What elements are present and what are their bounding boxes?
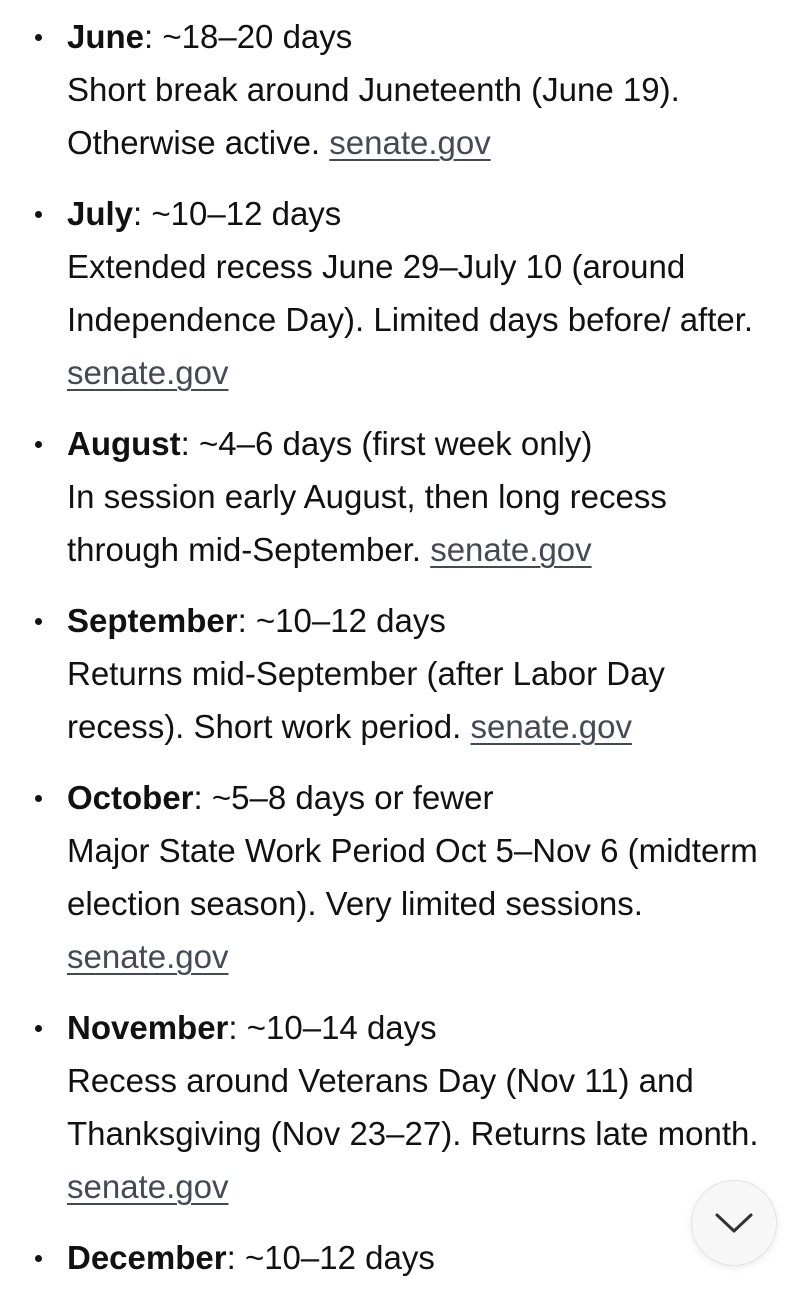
detail-text: Returns mid-September (after Labor Day recess). Short work period. xyxy=(67,655,665,745)
detail-text: In session early August, then long recess through mid-September. xyxy=(67,478,667,568)
bullet xyxy=(35,795,42,802)
month-label: August xyxy=(67,425,181,462)
separator: : xyxy=(180,425,199,462)
month-label: December xyxy=(67,1239,227,1276)
recess-schedule-list xyxy=(0,10,812,1302)
bullet xyxy=(35,1255,42,1262)
bullet xyxy=(35,34,42,41)
bullet xyxy=(35,618,42,625)
scroll-down-button[interactable] xyxy=(691,1180,777,1266)
detail-text: Short break around Juneteenth (June 19). Otherwise active. xyxy=(67,71,680,161)
days-summary: ~5–8 days or fewer xyxy=(211,779,494,816)
month-label: July xyxy=(67,195,134,232)
month-label: October xyxy=(67,779,194,816)
source-link[interactable]: senate.gov xyxy=(430,531,592,568)
list-item-november xyxy=(0,1001,812,1213)
list-item-october xyxy=(0,771,812,983)
bullet xyxy=(35,211,42,218)
days-summary: ~10–14 days xyxy=(246,1009,437,1046)
detail-text: Extended recess June 29–July 10 (around Independence Day). Limited days before/ after. xyxy=(67,248,754,338)
bullet xyxy=(35,1025,42,1032)
detail-text: Recess around Veterans Day (Nov 11) and Thanksgiving (Nov 23–27). Returns late month. xyxy=(67,1062,759,1152)
list-item-december xyxy=(0,1231,812,1284)
days-summary: ~10–12 days xyxy=(255,602,446,639)
chevron-down-icon xyxy=(714,1211,754,1235)
list-item-july xyxy=(0,187,812,399)
month-label: September xyxy=(67,602,238,639)
source-link[interactable]: senate.gov xyxy=(329,124,491,161)
days-summary: ~10–12 days xyxy=(244,1239,435,1276)
source-link[interactable]: senate.gov xyxy=(67,938,229,975)
list-item-august xyxy=(0,417,812,576)
separator: : xyxy=(144,18,163,55)
source-link[interactable]: senate.gov xyxy=(67,1168,229,1205)
days-summary: ~18–20 days xyxy=(162,18,353,55)
list-item-june xyxy=(0,10,812,169)
list-item-september xyxy=(0,594,812,753)
days-summary: ~10–12 days xyxy=(151,195,342,232)
bullet xyxy=(35,441,42,448)
separator: : xyxy=(237,602,256,639)
source-link[interactable]: senate.gov xyxy=(67,354,229,391)
separator: : xyxy=(193,779,212,816)
source-link[interactable]: senate.gov xyxy=(470,708,632,745)
separator: : xyxy=(228,1009,247,1046)
detail-text: Major State Work Period Oct 5–Nov 6 (midterm election season). Very limited sessions. xyxy=(67,832,758,922)
separator: : xyxy=(133,195,152,232)
separator: : xyxy=(226,1239,245,1276)
month-label: November xyxy=(67,1009,229,1046)
days-summary: ~4–6 days (first week only) xyxy=(199,425,593,462)
month-label: June xyxy=(67,18,145,55)
